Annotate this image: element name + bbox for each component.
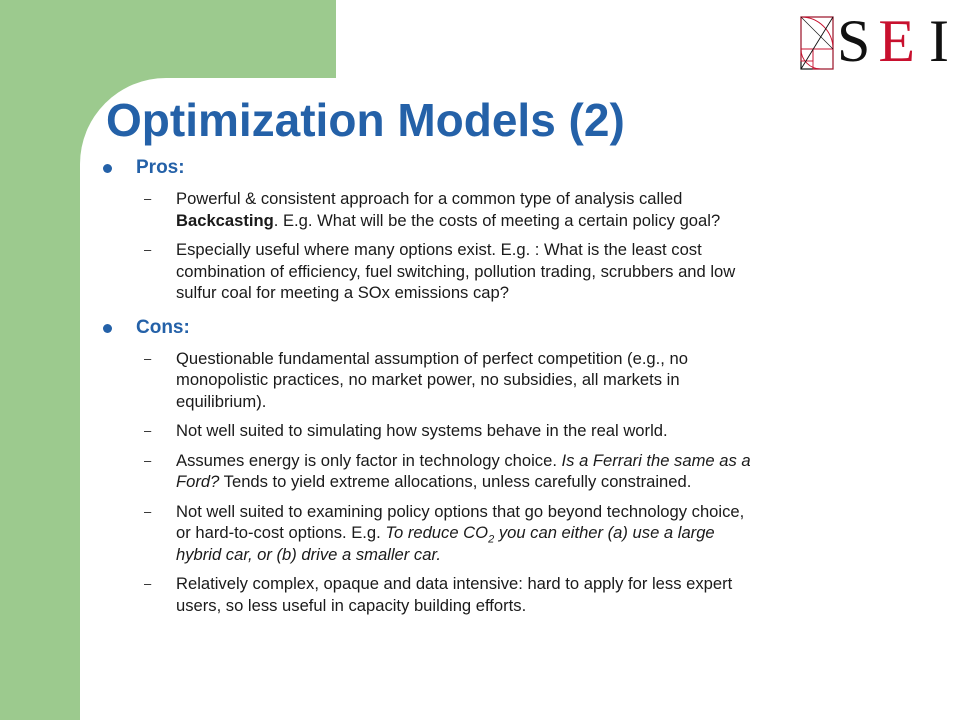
dash-marker-icon: – xyxy=(144,452,152,468)
dash-marker-icon: – xyxy=(144,191,152,206)
item-text: Tends to yield extreme allocations, unless carefully constrained. xyxy=(219,472,692,491)
item-text-line xyxy=(176,522,940,544)
dash-marker-icon: – xyxy=(144,423,152,438)
bullet-dot-icon xyxy=(103,164,112,173)
item-text-line: monopolistic practices, no market power, no subsidies, all markets in xyxy=(176,370,680,389)
item-text-line: hybrid car, or (b) drive a smaller car. xyxy=(176,544,441,564)
pros-heading: Pros: xyxy=(136,157,185,178)
cons-section xyxy=(100,316,940,617)
item-text-line: combination of efficiency, fuel switching, pollution trading, scrubbers and low xyxy=(176,261,736,281)
item-text-line: Especially useful where many options exist. E.g. : What is the least cost xyxy=(176,240,702,259)
item-text-line: Powerful & consistent approach for a common type of analysis called xyxy=(176,189,683,208)
item-text-line xyxy=(176,471,940,493)
dash-marker-icon: – xyxy=(144,576,152,591)
bullet-dot-icon xyxy=(103,324,112,333)
sei-logo xyxy=(800,8,952,74)
item-text-line: Relatively complex, opaque and data intensive: hard to apply for less expert xyxy=(176,574,733,593)
dash-marker-icon: – xyxy=(144,503,152,519)
slide-title: Optimization Models (2) xyxy=(106,94,625,146)
item-text: Assumes energy is only factor in technology choice. xyxy=(176,450,562,470)
item-text-line: Not well suited to simulating how systems behave in the real world. xyxy=(176,421,668,440)
bold-term: Backcasting xyxy=(176,210,274,230)
list-item xyxy=(136,573,940,616)
item-text-line xyxy=(176,450,940,472)
italic-text: To reduce CO xyxy=(385,523,489,542)
slide-content xyxy=(100,156,940,624)
list-item xyxy=(136,420,940,442)
item-text-line: Not well suited to examining policy options that go beyond technology choice, xyxy=(176,501,745,521)
list-item xyxy=(136,188,940,231)
list-item xyxy=(136,501,940,566)
dash-marker-icon: – xyxy=(144,350,152,366)
italic-text: you can either (a) use a large xyxy=(494,523,715,542)
sei-logo-mark-icon xyxy=(800,16,834,70)
item-text: . E.g. What will be the costs of meeting a certain policy goal? xyxy=(273,210,721,230)
item-text-line: users, so less useful in capacity building efforts. xyxy=(176,595,527,615)
item-text-line: equilibrium). xyxy=(176,391,267,411)
italic-text: Ford? xyxy=(176,472,220,491)
pros-list xyxy=(136,188,940,304)
cons-list xyxy=(136,348,940,617)
dash-marker-icon: – xyxy=(144,242,152,257)
subscript-text: 2 xyxy=(488,533,495,546)
cons-heading: Cons: xyxy=(136,316,190,338)
pros-section xyxy=(100,156,940,304)
list-item xyxy=(136,348,940,413)
item-text: or hard-to-cost options. E.g. xyxy=(176,523,386,542)
sei-logo-text: S E I xyxy=(837,8,950,74)
item-text-line: sulfur coal for meeting a SOx emissions cap? xyxy=(176,283,509,302)
item-text-line xyxy=(176,210,940,232)
italic-text: Is a Ferrari the same as a xyxy=(561,450,751,470)
list-item xyxy=(136,450,940,493)
list-item xyxy=(136,239,940,304)
item-text-line: Questionable fundamental assumption of perfect competition (e.g., no xyxy=(176,348,688,368)
